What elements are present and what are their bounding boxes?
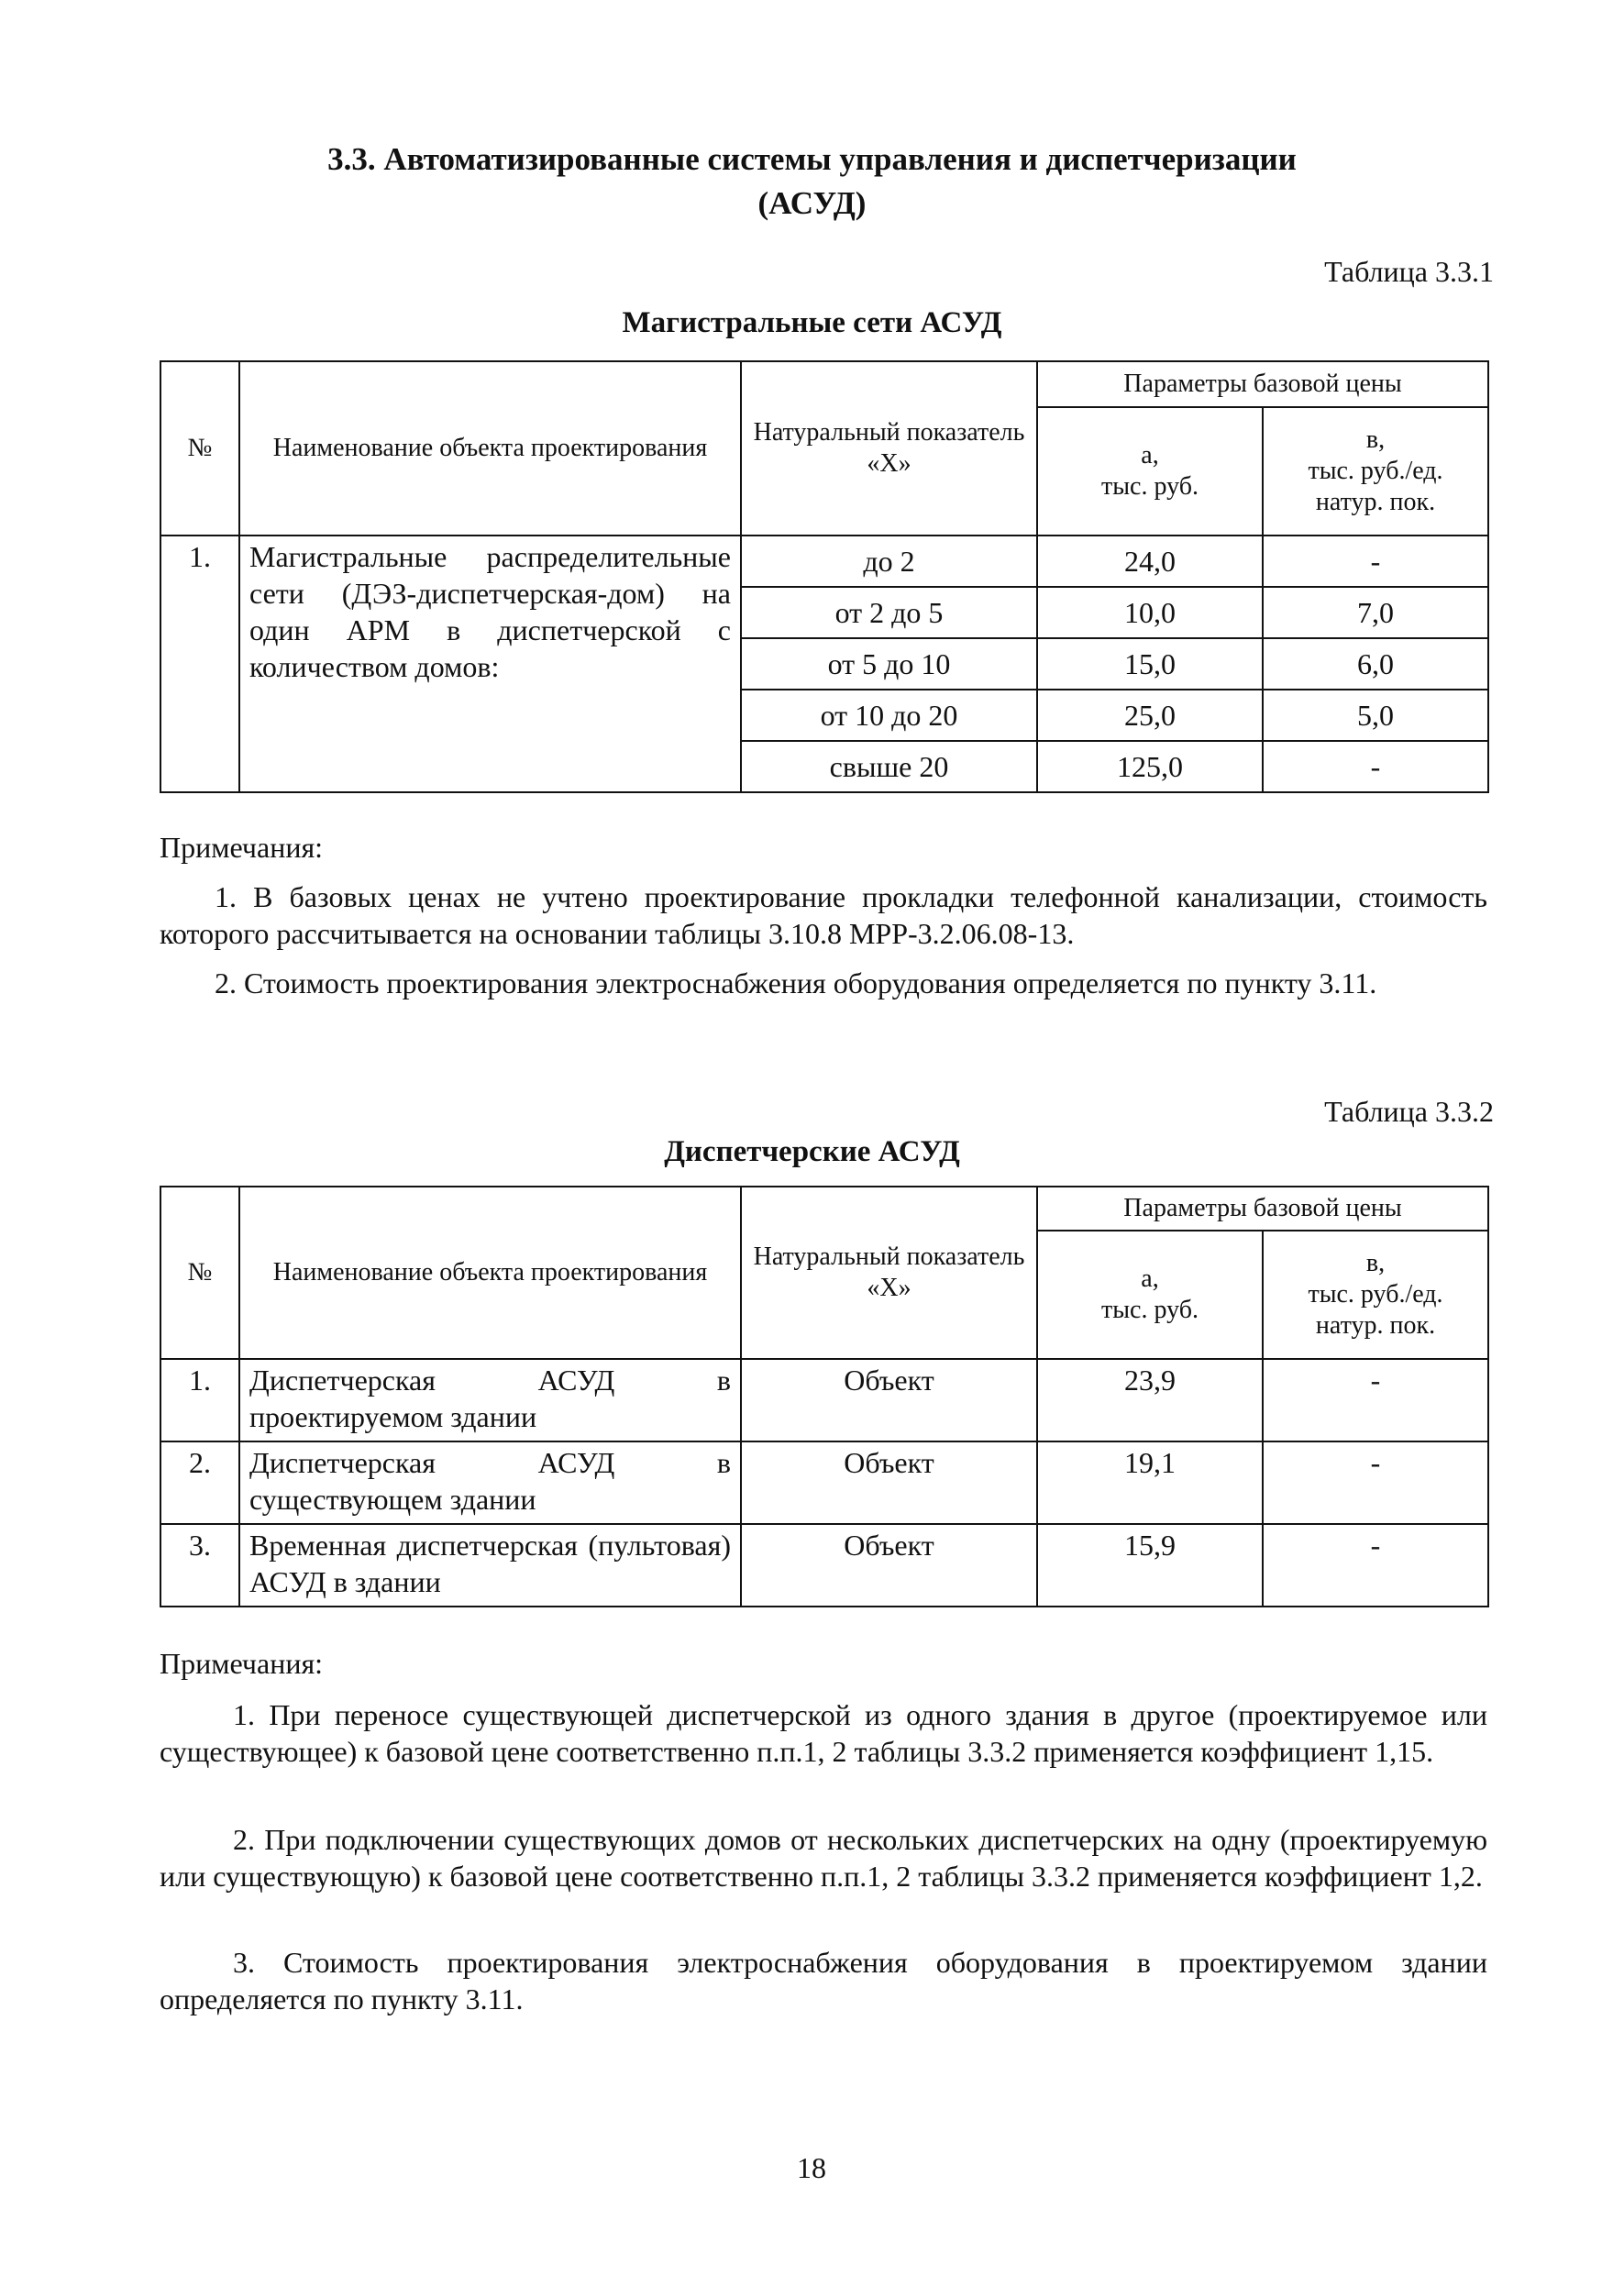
table1-header-name: Наименование объекта проектирования bbox=[239, 361, 741, 536]
table2-cell-num: 3. bbox=[160, 1524, 239, 1607]
table2-header-params: Параметры базовой цены bbox=[1037, 1187, 1488, 1231]
table1-header-a-line2: тыс. руб. bbox=[1101, 472, 1199, 501]
table1-header-params: Параметры базовой цены bbox=[1037, 361, 1488, 407]
table2-cell-b: - bbox=[1263, 1359, 1488, 1441]
table1-cell-a: 25,0 bbox=[1037, 690, 1263, 741]
table2-cell-num: 2. bbox=[160, 1441, 239, 1524]
table2-header-a-line1: а, bbox=[1141, 1265, 1159, 1293]
table2-cell-x: Объект bbox=[741, 1524, 1037, 1607]
table2-header-b-line1: в, bbox=[1365, 1249, 1386, 1277]
table1-cell-x: от 10 до 20 bbox=[741, 690, 1037, 741]
table1-cell-a: 125,0 bbox=[1037, 741, 1263, 792]
table2-header-a-line2: тыс. руб. bbox=[1101, 1296, 1199, 1324]
table1-header-b bbox=[1263, 407, 1488, 536]
table1-cell-x: свыше 20 bbox=[741, 741, 1037, 792]
table1-cell-a: 24,0 bbox=[1037, 536, 1263, 587]
table2-cell-name: Диспетчерская АСУД в проектируемом здании bbox=[239, 1359, 741, 1441]
table2-header-num: № bbox=[160, 1187, 239, 1359]
table2-cell-name: Временная диспетчерская (пультовая) АСУД в здании bbox=[239, 1524, 741, 1607]
section-title-line1: 3.3. Автоматизированные системы управления и диспетчеризации bbox=[327, 141, 1297, 177]
table1-cell-a: 15,0 bbox=[1037, 638, 1263, 690]
table1-header-b-line1: в, bbox=[1365, 425, 1386, 454]
section-title-line2: (АСУД) bbox=[757, 185, 867, 221]
table2-cell-b: - bbox=[1263, 1524, 1488, 1607]
notes1-item: 2. Стоимость проектирования электроснабжения оборудования определяется по пункту 3.11. bbox=[215, 966, 1377, 999]
table2-header-a bbox=[1037, 1231, 1263, 1359]
table2-cell-a: 23,9 bbox=[1037, 1359, 1263, 1441]
table1-item-num: 1. bbox=[160, 536, 239, 792]
table1-cell-x: от 5 до 10 bbox=[741, 638, 1037, 690]
table1-header-b-line2: тыс. руб./ед. bbox=[1308, 457, 1443, 485]
table1-header-a bbox=[1037, 407, 1263, 536]
table1-cell-x: от 2 до 5 bbox=[741, 587, 1037, 638]
table1-item-name: Магистральные распределительные сети (ДЭЗ-диспетчерская-дом) на один АРМ в диспетчерской с количеством домов: bbox=[239, 536, 741, 792]
notes1-item: 1. В базовых ценах не учтено проектирование прокладки телефонной канализации, стоимость которого рассчитывается на основании таблицы 3.10.8 МРР-3.2.06.08-13. bbox=[160, 880, 1487, 950]
table1-header-b-line3: натур. пок. bbox=[1315, 488, 1436, 516]
table2-cell-b: - bbox=[1263, 1441, 1488, 1524]
section-title bbox=[0, 138, 1624, 226]
notes2-heading: Примечания: bbox=[160, 1647, 324, 1680]
table2-header-b-line2: тыс. руб./ед. bbox=[1308, 1280, 1443, 1309]
table1-cell-b: 7,0 bbox=[1263, 587, 1488, 638]
table1-caption: Магистральные сети АСУД bbox=[622, 306, 1002, 339]
table1-cell-x: до 2 bbox=[741, 536, 1037, 587]
table1-header-indicator: Натуральный показатель «Х» bbox=[741, 361, 1037, 536]
table2-header-indicator: Натуральный показатель «Х» bbox=[741, 1187, 1037, 1359]
table2-header-b-line3: натур. пок. bbox=[1315, 1311, 1436, 1340]
table2-header-name: Наименование объекта проектирования bbox=[239, 1187, 741, 1359]
notes1-heading: Примечания: bbox=[160, 831, 324, 864]
table2-label: Таблица 3.3.2 bbox=[1324, 1095, 1494, 1128]
notes2-item: 2. При подключении существующих домов от нескольких диспетчерских на одну (проектируемую или существующую) к базовой цене соответственно п.п.1, 2 таблицы 3.3.2 применяется коэффициент 1,2. bbox=[160, 1823, 1487, 1893]
table1-label: Таблица 3.3.1 bbox=[1324, 255, 1494, 288]
table2-cell-x: Объект bbox=[741, 1359, 1037, 1441]
table2-row bbox=[160, 1359, 1488, 1441]
notes2-item: 1. При переносе существующей диспетчерской из одного здания в другое (проектируемое или существующее) к базовой цене соответственно п.п.1, 2 таблицы 3.3.2 применяется коэффициент 1,15. bbox=[160, 1698, 1487, 1768]
table2 bbox=[160, 1186, 1489, 1607]
table2-cell-a: 19,1 bbox=[1037, 1441, 1263, 1524]
table2-cell-x: Объект bbox=[741, 1441, 1037, 1524]
table1-header-a-line1: а, bbox=[1141, 441, 1159, 469]
table1-cell-b: - bbox=[1263, 741, 1488, 792]
table1-cell-b: 6,0 bbox=[1263, 638, 1488, 690]
table2-cell-a: 15,9 bbox=[1037, 1524, 1263, 1607]
table2-cell-num: 1. bbox=[160, 1359, 239, 1441]
table1-header-num: № bbox=[160, 361, 239, 536]
table2-row bbox=[160, 1524, 1488, 1607]
table1-cell-b: - bbox=[1263, 536, 1488, 587]
table1-cell-a: 10,0 bbox=[1037, 587, 1263, 638]
table2-cell-name: Диспетчерская АСУД в существующем здании bbox=[239, 1441, 741, 1524]
table2-row bbox=[160, 1441, 1488, 1524]
table1 bbox=[160, 360, 1489, 793]
table1-cell-b: 5,0 bbox=[1263, 690, 1488, 741]
table2-header-b bbox=[1263, 1231, 1488, 1359]
page-number: 18 bbox=[797, 2151, 826, 2184]
notes2-item: 3. Стоимость проектирования электроснабжения оборудования в проектируемом здании определяется по пункту 3.11. bbox=[160, 1946, 1487, 2015]
table2-caption: Диспетчерские АСУД bbox=[664, 1135, 960, 1168]
